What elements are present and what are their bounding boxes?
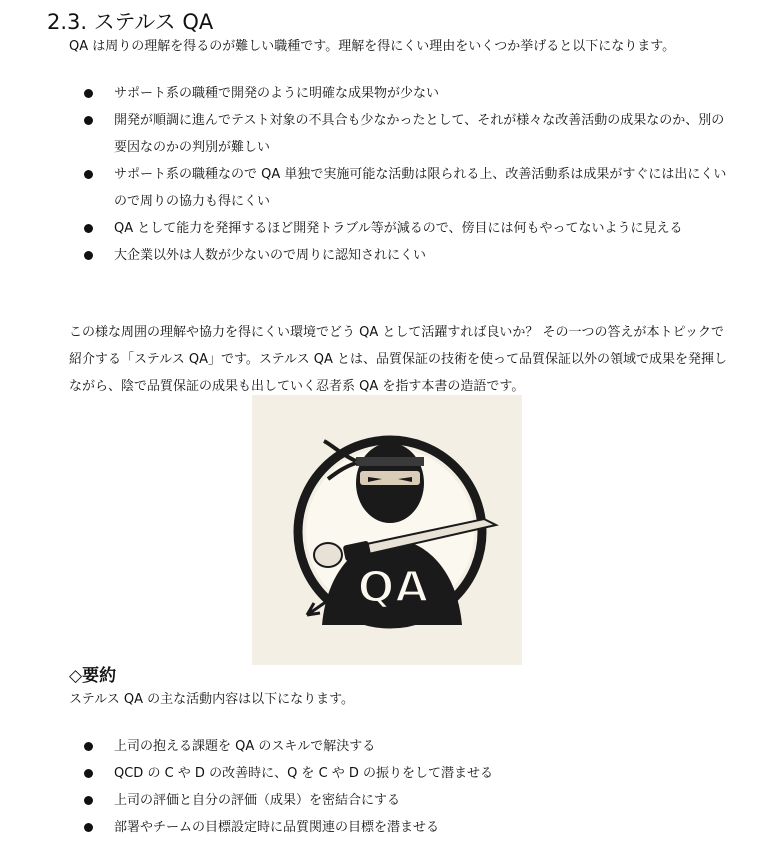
list-item-text: サポート系の職種なので QA 単独で実施可能な活動は限られる上、改善活動系は成果がすぐには出にくいので周りの協力も得にくい [114,167,727,209]
stealth-qa-paragraph: この様な周囲の理解や協力を得にくい環境でどう QA として活躍すれば良いか？ その一つの答えが本トピックで紹介する「ステルス QA」です。ステルス QA とは、品質保証の技術を使って品質保証以外の領域で成果を発揮しながら、陰で品質保証の成果も出していく忍者系 QA を指す本書の造語です。 [69,325,728,394]
list-item-text: 上司の評価と自分の評価（成果）を密結合にする [114,793,401,808]
bullet-icon [84,89,93,98]
ninja-qa-illustration [252,395,522,665]
summary-list [83,733,733,841]
list-item [83,733,733,760]
section-title: ステルス QA [93,10,214,34]
bullet-icon [84,116,93,125]
section-heading [47,8,213,36]
bullet-icon [84,251,93,260]
ninja-hand [314,543,342,567]
list-item [83,161,733,215]
list-item-text: 上司の抱える課題を QA のスキルで解決する [114,739,376,754]
bullet-icon [84,742,93,751]
bullet-icon [84,796,93,805]
list-item-text: QCD の C や D の改善時に、Q を C や D の振りをして潜ませる [114,766,494,781]
summary-intro: ステルス QA の主な活動内容は以下になります。 [69,692,355,707]
bullet-icon [84,224,93,233]
list-item-text: 開発が順調に進んでテスト対象の不具合も少なかったとして、それが様々な改善活動の成果なのか、別の要因なのかの判別が難しい [114,113,725,155]
list-item [83,814,733,841]
section-number: 2.3. [47,10,88,34]
list-item [83,215,733,242]
ninja-illustration-svg [252,395,522,665]
bullet-icon [84,769,93,778]
bullet-icon [84,823,93,832]
qa-logo: QA [357,562,429,613]
intro-text: QA は周りの理解を得るのが難しい職種です。理解を得にくい理由をいくつか挙げると以下になります。 [69,39,676,54]
list-item-text: サポート系の職種で開発のように明確な成果物が少ない [114,86,440,101]
reasons-list [83,80,733,269]
list-item [83,107,733,161]
list-item [83,787,733,814]
list-item [83,760,733,787]
list-item-text: 部署やチームの目標設定時に品質関連の目標を潜ませる [114,820,440,835]
list-item-text: QA として能力を発揮するほど開発トラブル等が減るので、傍目には何もやってないように見える [114,221,683,236]
list-item-text: 大企業以外は人数が少ないので周りに認知されにくい [114,248,427,263]
list-item [83,242,733,269]
summary-heading: ◇要約 [69,666,117,686]
list-item [83,80,733,107]
ninja-headband [356,457,424,466]
bullet-icon [84,170,93,179]
